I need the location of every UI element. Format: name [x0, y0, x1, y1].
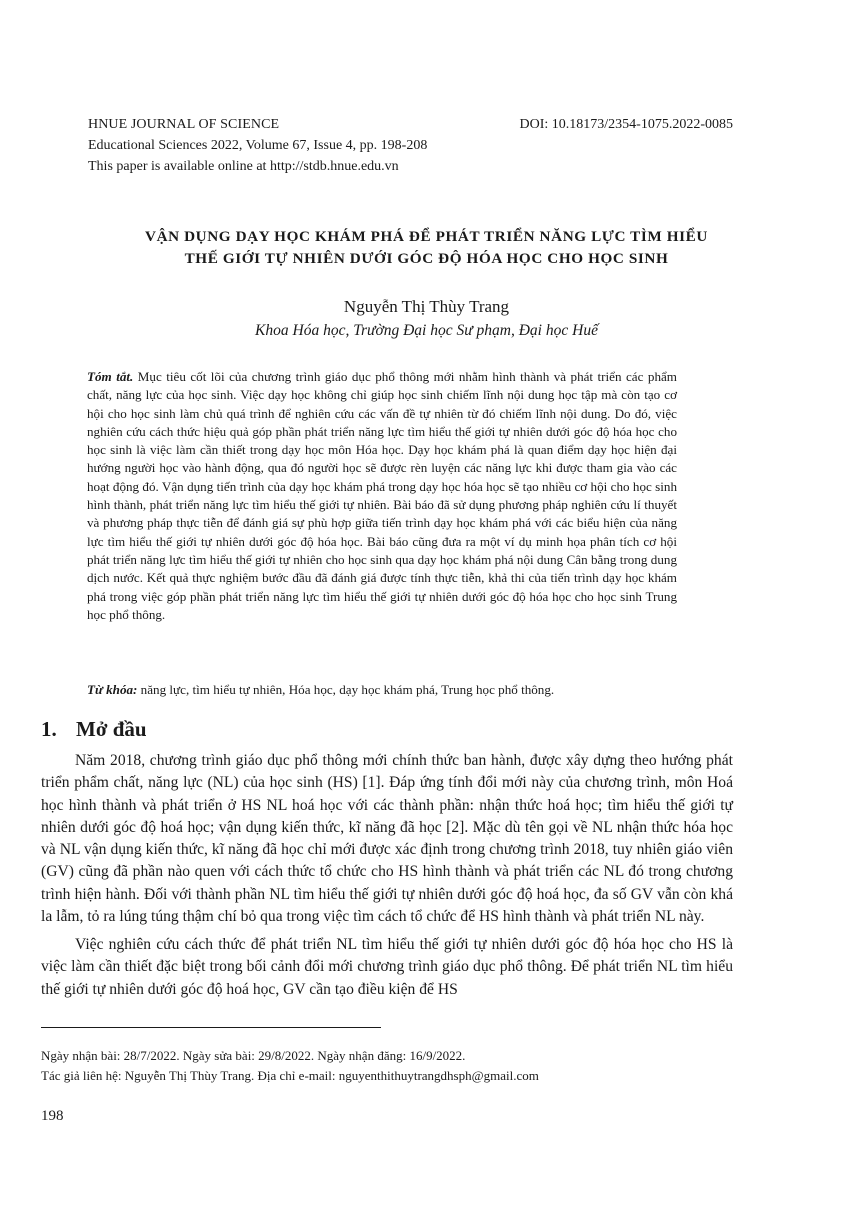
- section-title: Mở đầu: [76, 717, 147, 741]
- footnote-divider: [41, 1027, 381, 1028]
- keywords-text: năng lực, tìm hiểu tự nhiên, Hóa học, dạy học khám phá, Trung học phổ thông.: [137, 682, 555, 697]
- title-line-1: VẬN DỤNG DẠY HỌC KHÁM PHÁ ĐỂ PHÁT TRIỂN NĂNG LỰC TÌM HIỂU: [145, 228, 708, 245]
- abstract: [87, 368, 677, 624]
- author-affiliation: Khoa Hóa học, Trường Đại học Sư phạm, Đại học Huế: [255, 322, 598, 339]
- citation-line: Educational Sciences 2022, Volume 67, Issue 4, pp. 198-208: [88, 138, 428, 153]
- keywords: [87, 681, 687, 699]
- doi-label: DOI: 10.18173/2354-1075.2022-0085: [519, 117, 733, 132]
- footnote-contact: Tác giả liên hệ: Nguyễn Thị Thùy Trang. Địa chỉ e-mail: nguyenthithuytrangdhsph@gmail.com: [41, 1068, 539, 1083]
- footnote-dates: Ngày nhận bài: 28/7/2022. Ngày sửa bài: 29/8/2022. Ngày nhận đăng: 16/9/2022.: [41, 1048, 466, 1063]
- abstract-text: Mục tiêu cốt lõi của chương trình giáo dục phổ thông mới nhằm hình thành và phát triển các phẩm chất, năng lực của học sinh. Việc dạy học không chỉ giúp học sinh chiếm lĩnh nội dung học tập mà còn tạo cơ hội cho học sinh làm chủ quá trình để nghiên cứu các vấn đề tự nhiên từ đó chiếm lĩnh nội dung. Do đó, việc nghiên cứu cách thức hiệu quả góp phần phát triển năng lực tìm hiểu thế giới tự nhiên dưới góc độ hóa học cho học sinh là việc làm cần thiết trong dạy học môn Hóa học. Dạy học khám phá là quan điểm dạy học hiện đại hướng người học vào hành động, qua đó người học sẽ được rèn luyện các năng lực khi được tham gia vào các hoạt động đó. Vận dụng tiến trình của dạy học khám phá trong dạy học hóa học sẽ tạo nhiều cơ hội cho học sinh hình thành, phát triển năng lực tìm hiểu thế giới tự nhiên. Bài báo đã sử dụng phương pháp nghiên cứu lí thuyết và phương pháp thực tiễn để đánh giá sự phù hợp giữa tiến trình dạy học khám phá với các biểu hiện của năng lực tìm hiểu thế giới tự nhiên dưới góc độ hóa học. Bài báo cũng đưa ra một ví dụ minh họa phân tích cơ hội phát triển năng lực tìm hiểu thế giới tự nhiên cho học sinh qua dạy học khám phá nội dung Cân bằng trong dung dịch nước. Kết quả thực nghiệm bước đầu đã đánh giá được tính thực tiễn, khả thi của tiến trình dạy học khám phá trong việc góp phần phát triển năng lực tìm hiểu thế giới tự nhiên dưới góc độ hóa học cho học sinh Trung học phổ thông.: [87, 369, 677, 622]
- author-name: Nguyễn Thị Thùy Trang: [343, 297, 510, 316]
- journal-name: HNUE JOURNAL OF SCIENCE: [88, 117, 280, 132]
- abstract-label: Tóm tắt.: [87, 369, 134, 384]
- keywords-label: Từ khóa:: [87, 682, 138, 697]
- section-heading: [41, 714, 147, 744]
- title-line-2: THẾ GIỚI TỰ NHIÊN DƯỚI GÓC ĐỘ HÓA HỌC CHO HỌC SINH: [184, 250, 669, 267]
- online-availability: This paper is available online at http://stdb.hnue.edu.vn: [88, 159, 399, 174]
- section-number: 1.: [41, 717, 57, 741]
- body-paragraph-1: Năm 2018, chương trình giáo dục phổ thông mới chính thức ban hành, được xây dựng theo hướng phát triển phẩm chất, năng lực (NL) của học sinh (HS) [1]. Đáp ứng tính đổi mới này của chương trình, môn Hoá học hình thành và phát triển ở HS NL hoá học với các thành phần: nhận thức hoá học; tìm hiểu thế giới tự nhiên dưới góc độ hoá học; vận dụng kiến thức, kĩ năng đã học [2]. Mặc dù tên gọi về NL nhận thức hóa học và NL vận dụng kiến thức, kĩ năng đã học chỉ mới được xác định trong chương trình 2018, tuy nhiên giáo viên (GV) cũng đã phần nào quen với cách thức tổ chức cho HS hình thành và phát triển các NL đó trong chương trình hiện hành. Đối với thành phần NL tìm hiểu thế giới tự nhiên dưới góc độ hoá học, đa số GV vẫn còn khá la lẫm, tỏ ra lúng túng thậm chí bỏ qua trong việc tìm cách tổ chức để HS hình thành và phát triển NL này.: [41, 752, 733, 926]
- page-number: 198: [41, 1108, 64, 1124]
- paper-title: [60, 226, 793, 270]
- body-paragraph-2: Việc nghiên cứu cách thức để phát triển NL tìm hiểu thế giới tự nhiên dưới góc độ hóa học cho HS là việc làm cần thiết đặc biệt trong bối cảnh đổi mới chương trình giáo dục phổ thông. Để phát triển NL tìm hiểu thế giới tự nhiên dưới góc độ hoá học, GV cần tạo điều kiện để HS: [41, 936, 733, 998]
